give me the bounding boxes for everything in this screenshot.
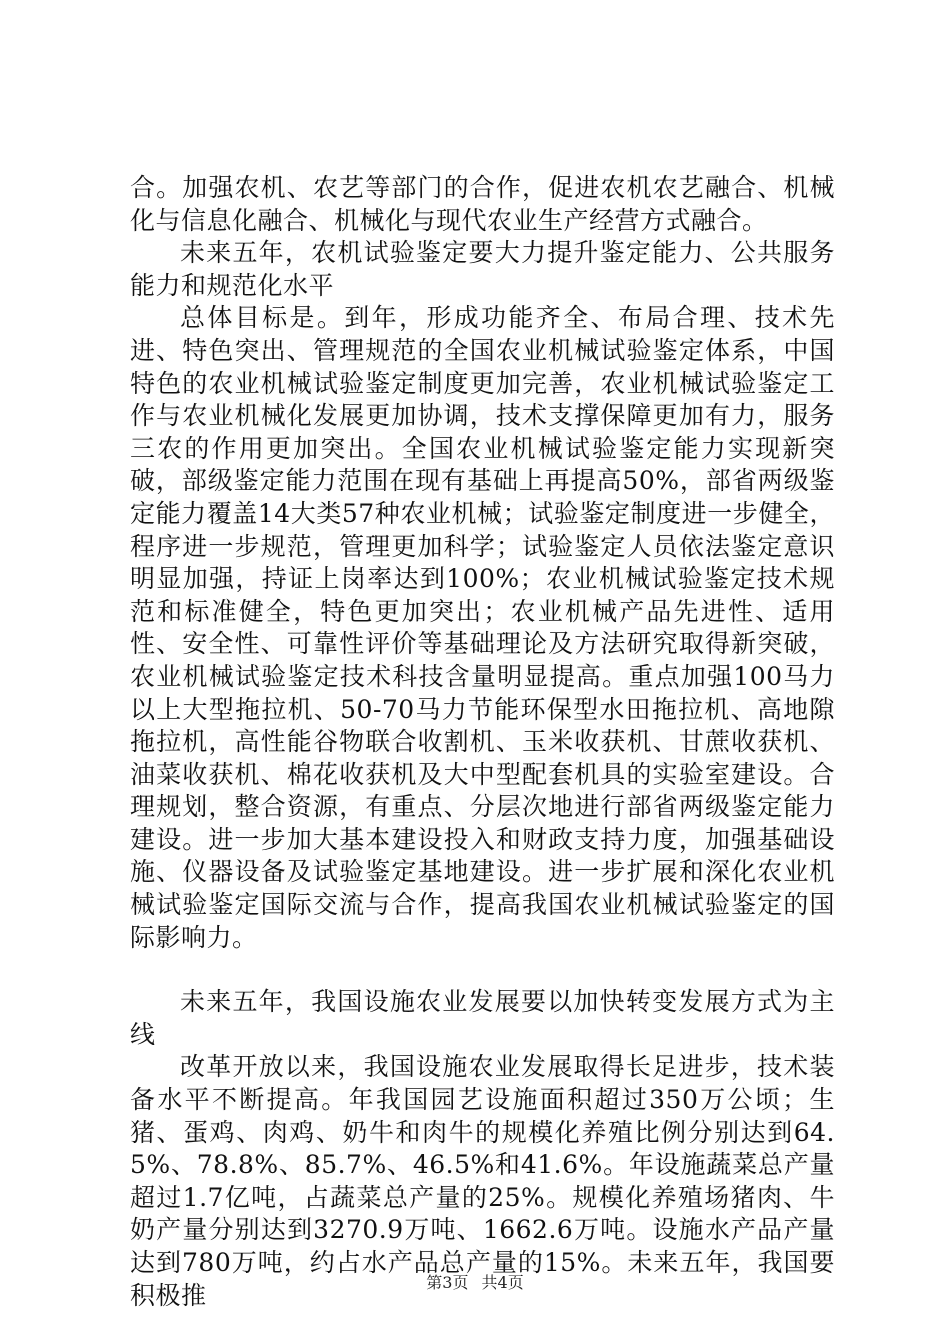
paragraph-3: 总体目标是。到年，形成功能齐全、布局合理、技术先进、特色突出、管理规范的全国农业机械试验鉴定体系，中国特色的农业机械试验鉴定制度更加完善，农业机械试验鉴定工作与农业机械化发展更加协调，技术支撑保障更加有力，服务三农的作用更加突出。全国农业机械试验鉴定能力实现新突破，部级鉴定能力范围在现有基础上再提高50%，部省两级鉴定能力覆盖14大类57种农业机械；试验鉴定制度进一步健全，程序进一步规范，管理更加科学；试验鉴定人员依法鉴定意识明显加强，持证上岗率达到100%；农业机械试验鉴定技术规范和标准健全，特色更加突出；农业机械产品先进性、适用性、安全性、可靠性评价等基础理论及方法研究取得新突破，农业机械试验鉴定技术科技含量明显提高。重点加强100马力以上大型拖拉机、50-70马力节能环保型水田拖拉机、高地隙拖拉机，高性能谷物联合收割机、玉米收获机、甘蔗收获机、油菜收获机、棉花收获机及大中型配套机具的实验室建设。合理规划，整合资源，有重点、分层次地进行部省两级鉴定能力建设。进一步加大基本建设投入和财政支持力度，加强基础设施、仪器设备及试验鉴定基地建设。进一步扩展和深化农业机械试验鉴定国际交流与合作，提高我国农业机械试验鉴定的国际影响力。 [130, 303, 835, 952]
page-footer [0, 1270, 950, 1293]
paragraph-1: 合。加强农机、农艺等部门的合作，促进农机农艺融合、机械化与信息化融合、机械化与现代农业生产经营方式融合。 [130, 173, 835, 235]
paragraph-2: 未来五年，农机试验鉴定要大力提升鉴定能力、公共服务能力和规范化水平 [130, 238, 835, 300]
paragraph-spacer [130, 954, 835, 986]
page-number: 第3页 [426, 1273, 469, 1292]
page-total: 共4页 [481, 1273, 524, 1292]
paragraph-4: 未来五年，我国设施农业发展要以加快转变发展方式为主线 [130, 987, 835, 1049]
document-body [130, 172, 835, 1312]
paragraph-5: 改革开放以来，我国设施农业发展取得长足进步，技术装备水平不断提高。年我国园艺设施面积超过350万公顷；生猪、蛋鸡、肉鸡、奶牛和肉牛的规模化养殖比例分别达到64.5%、78.8%、85.7%、46.5%和41.6%。年设施蔬菜总产量超过1.7亿吨，占蔬菜总产量的25%。规模化养殖场猪肉、牛奶产量分别达到3270.9万吨、1662.6万吨。设施水产品产量达到780万吨，约占水产品总产量的15%。未来五年，我国要积极推 [130, 1052, 835, 1310]
